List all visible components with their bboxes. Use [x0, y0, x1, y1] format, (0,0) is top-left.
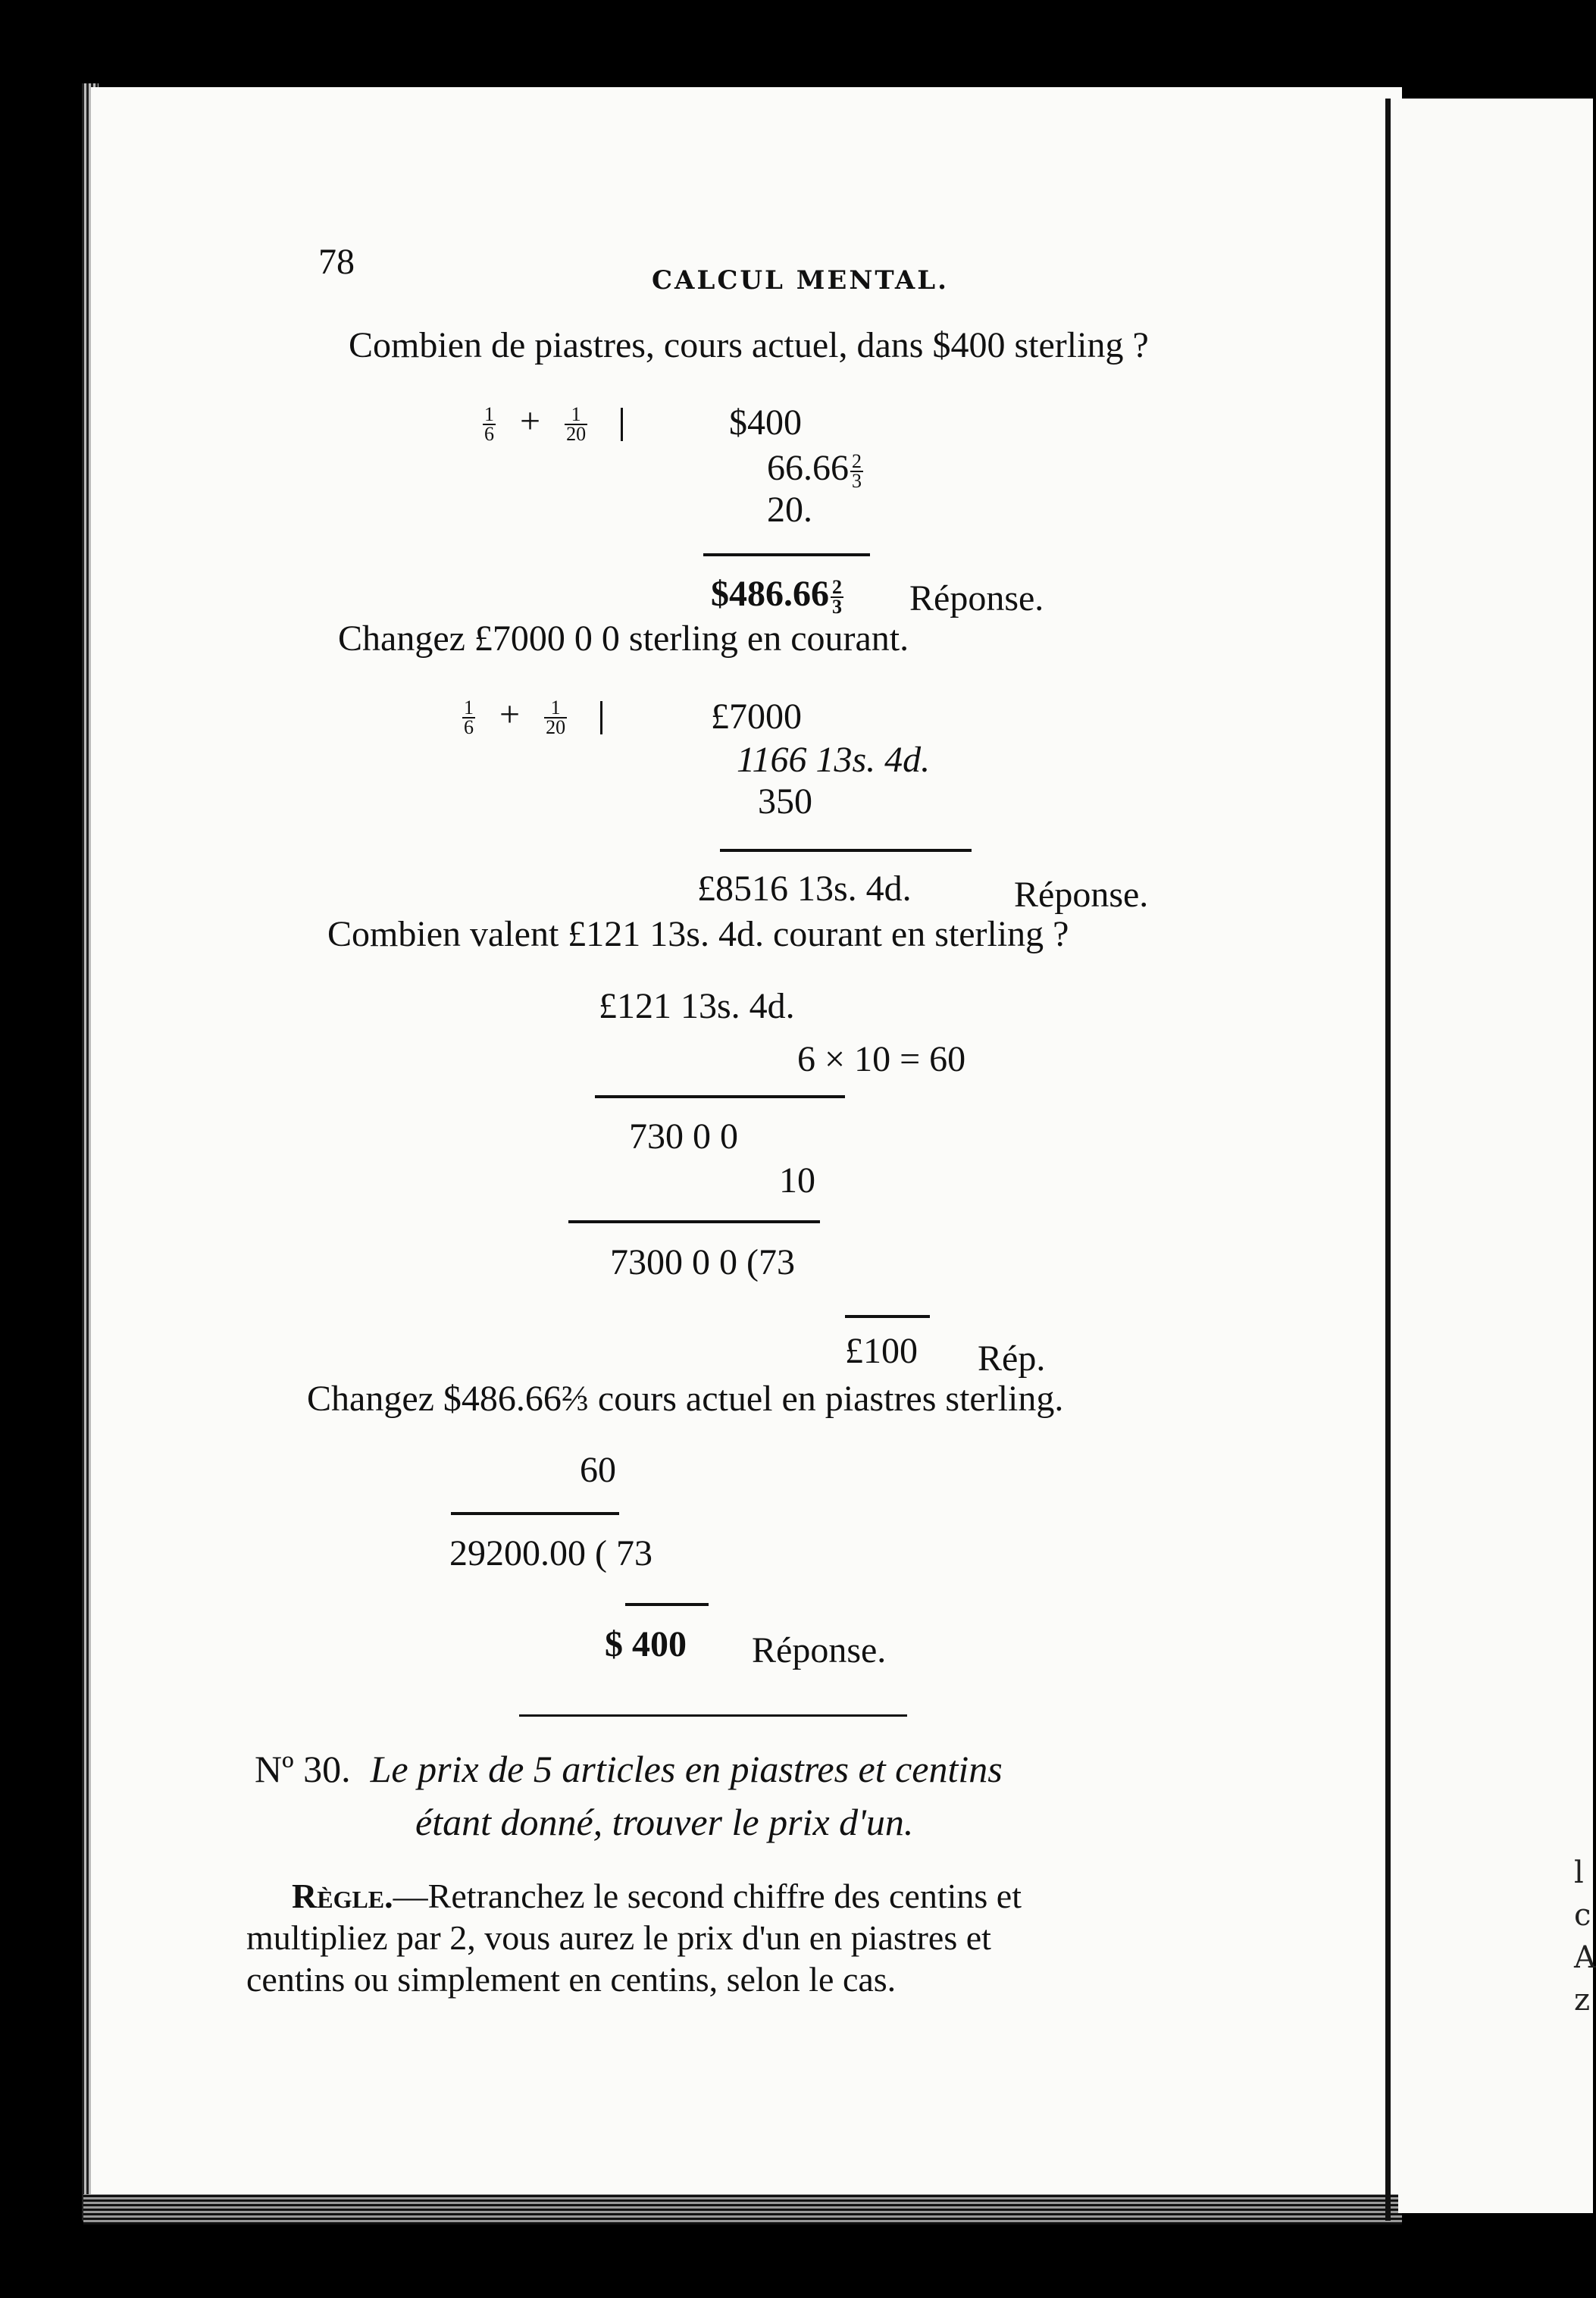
next-page-edge: [1398, 99, 1596, 2213]
division-rule: [845, 1315, 930, 1318]
calc-1-result: $486.66 $\frac{2}{3}$: [711, 574, 842, 618]
answer-label: Réponse.: [752, 1630, 887, 1670]
calc-2-result: £8516 13s. 4d.: [697, 869, 912, 909]
calc-4-line-2: 29200.00 ( 73: [449, 1533, 652, 1573]
running-title: CALCUL MENTAL.: [652, 265, 949, 296]
question-1: Combien de piastres, cours actuel, dans $400 sterling ?: [349, 325, 1149, 365]
fraction: $\frac{1}{6}$: [484, 402, 494, 445]
answer-label: Réponse.: [1014, 875, 1149, 915]
calc-2-line-3: 350: [758, 781, 812, 822]
calc-3-line-5: 7300 0 0 (73: [610, 1242, 795, 1282]
divider: [621, 408, 623, 441]
page-number: 78: [318, 242, 355, 282]
rule-line-2: multipliez par 2, vous aurez le prix d'un en piastres et: [246, 1918, 991, 1957]
calc-3-line-3: 730 0 0: [629, 1116, 738, 1157]
calc-4-result: $ 400: [605, 1624, 687, 1664]
multiply-rule: [568, 1220, 820, 1223]
rule-text: —Retranchez le second chiffre des centins et: [393, 1877, 1022, 1915]
fraction: $\frac{1}{20}$: [566, 402, 587, 445]
calc-1-line-2: 66.66 $\frac{2}{3}$: [767, 448, 862, 492]
plus-sign: +: [520, 401, 541, 441]
question-3: Combien valent £121 13s. 4d. courant en sterling ?: [327, 914, 1069, 954]
calc-3-line-1: £121 13s. 4d.: [599, 986, 795, 1026]
next-page-fragment: z: [1574, 1983, 1591, 2018]
section-title-line-2: étant donné, trouver le prix d'un.: [415, 1801, 914, 1843]
calc-3-line-4: 10: [779, 1160, 815, 1201]
calc-3-line-2: 6 × 10 = 60: [797, 1039, 966, 1079]
sum-rule: [720, 849, 972, 852]
calc-2-line-2: 1166 13s. 4d.: [737, 740, 931, 780]
fraction: $\frac{1}{6}$: [464, 696, 474, 738]
fraction: $\frac{1}{20}$: [546, 696, 566, 738]
formula-2: [461, 693, 625, 737]
divider: [600, 701, 602, 734]
rule-line-1: [292, 1876, 1022, 1916]
calc-1-line-1: $400: [729, 402, 802, 443]
calc-1-line-3: 20.: [767, 490, 812, 530]
section-divider: [519, 1714, 907, 1717]
plus-sign: +: [499, 694, 521, 734]
next-page-fragment: c: [1574, 1898, 1591, 1933]
page-gutter: [1385, 99, 1391, 2221]
question-2: Changez £7000 0 0 sterling en courant.: [338, 618, 909, 659]
sum-rule: [703, 553, 870, 556]
section-number: Nº 30.: [255, 1748, 351, 1790]
multiply-rule: [595, 1095, 845, 1098]
answer-label: Rép.: [978, 1338, 1046, 1379]
question-4: Changez $486.66⅔ cours actuel en piastres sterling.: [307, 1379, 1064, 1419]
next-page-fragment: A: [1574, 1940, 1596, 1975]
calc-3-result: £100: [845, 1331, 918, 1371]
section-title-text: Le prix de 5 articles en piastres et centins: [370, 1748, 1003, 1790]
formula-1: [481, 400, 646, 443]
section-title-line-1: [255, 1747, 1003, 1791]
answer-label: Réponse.: [909, 578, 1044, 618]
multiply-rule: [451, 1512, 619, 1515]
division-rule: [625, 1603, 709, 1606]
calc-4-line-1: 60: [580, 1450, 616, 1490]
calc-2-line-1: £7000: [711, 697, 802, 737]
next-page-fragment: l: [1574, 1855, 1584, 1890]
rule-line-3: centins ou simplement en centins, selon le cas.: [246, 1960, 897, 1999]
book-bottom-edge: [83, 2194, 1402, 2224]
rule-label: Règle.: [292, 1877, 393, 1915]
